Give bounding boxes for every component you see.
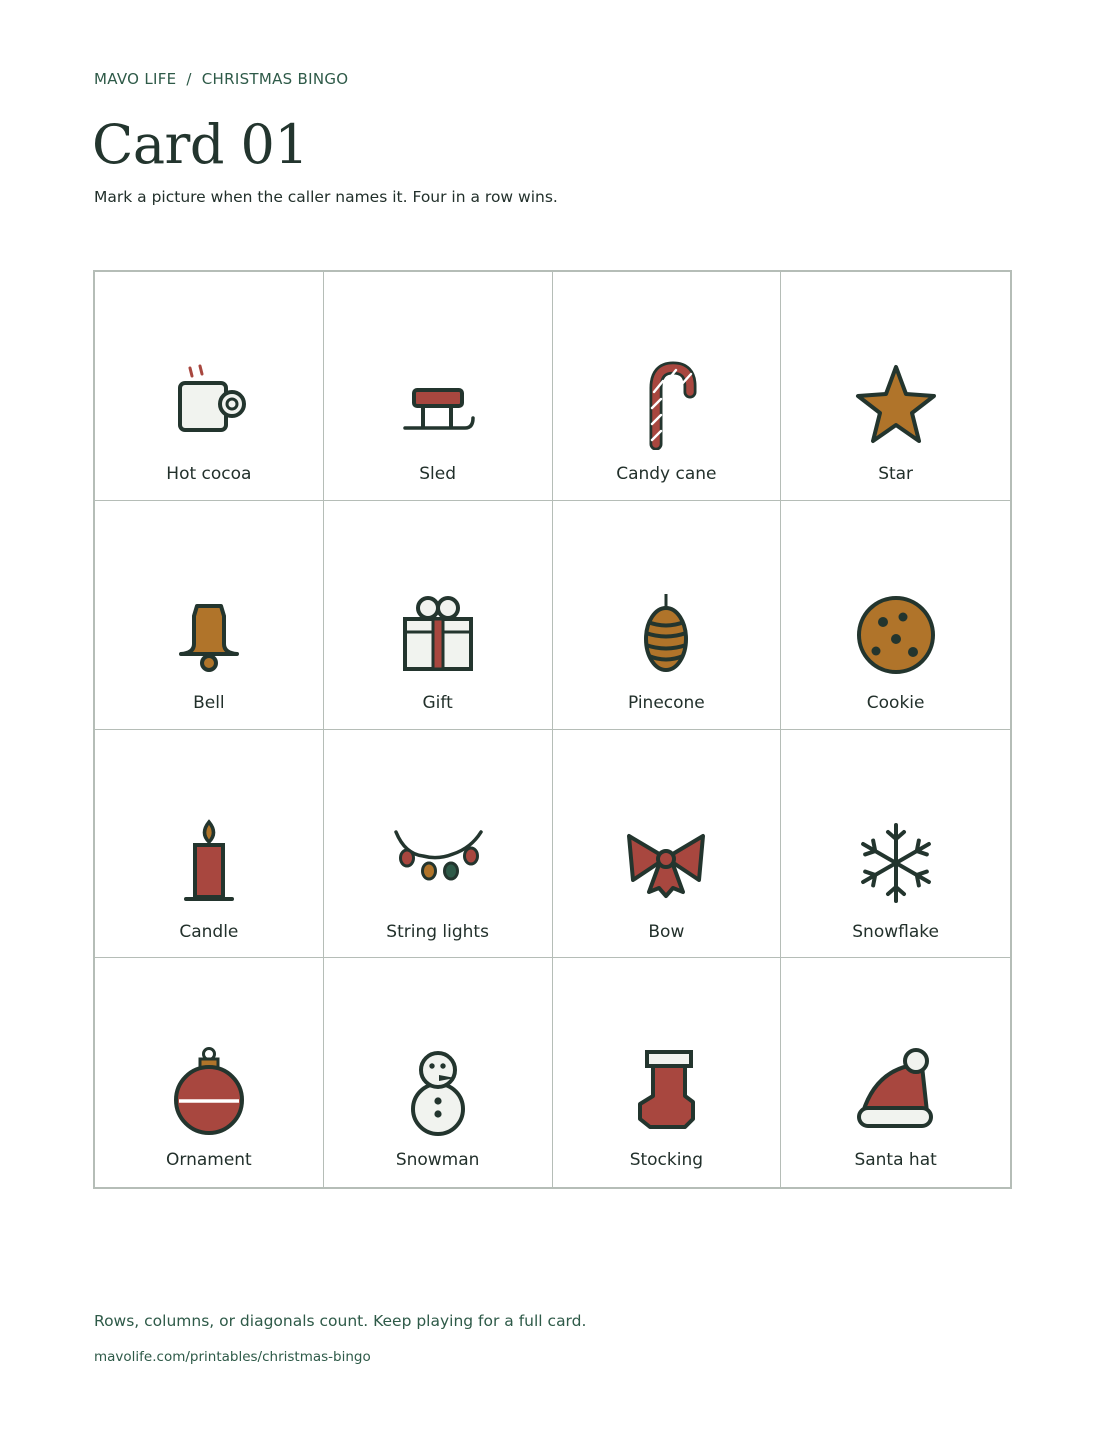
candy-cane-icon [621, 360, 711, 450]
bingo-cell-candy-cane[interactable] [553, 272, 782, 501]
string-lights-icon [393, 818, 483, 908]
bingo-cell-string-lights[interactable] [324, 730, 553, 959]
gift-icon [393, 589, 483, 679]
cell-label: Santa hat [854, 1150, 937, 1171]
cell-label: String lights [386, 921, 489, 942]
bingo-cell-candle[interactable] [95, 730, 324, 959]
bingo-cell-santa-hat[interactable] [781, 958, 1010, 1187]
santa-hat-icon [851, 1046, 941, 1136]
breadcrumb-section-link[interactable]: CHRISTMAS BINGO [201, 70, 349, 88]
bingo-cell-star[interactable] [781, 272, 1010, 501]
cell-label: Stocking [629, 1150, 704, 1171]
bingo-cell-bell[interactable] [95, 501, 324, 730]
cell-label: Cookie [866, 692, 925, 713]
cell-label: Bow [648, 921, 685, 942]
bingo-cell-sled[interactable] [324, 272, 553, 501]
cookie-icon [851, 589, 941, 679]
cell-label: Gift [422, 692, 453, 713]
cell-label: Candy cane [616, 464, 717, 484]
footer-url-link[interactable]: mavolife.com/printables/christmas-bingo [94, 1349, 371, 1365]
cell-label: Candle [179, 921, 239, 942]
breadcrumb-site-link[interactable]: MAVO LIFE [94, 70, 177, 88]
page-title: Card 01 [92, 113, 309, 176]
cell-label: Hot cocoa [166, 464, 252, 484]
footer-note: Rows, columns, or diagonals count. Keep playing for a full card. [94, 1312, 587, 1330]
bow-icon [621, 818, 711, 908]
cell-label: Snowman [395, 1150, 480, 1171]
bingo-cell-snowman[interactable] [324, 958, 553, 1187]
snowman-icon [393, 1046, 483, 1136]
cell-label: Sled [419, 464, 456, 484]
ornament-icon [164, 1046, 254, 1136]
breadcrumb-separator: / [186, 70, 192, 88]
page-subtitle: Mark a picture when the caller names it. Four in a row wins. [94, 188, 558, 206]
bingo-cell-ornament[interactable] [95, 958, 324, 1187]
bingo-card-grid [93, 270, 1012, 1189]
bingo-cell-pinecone[interactable] [553, 501, 782, 730]
cell-label: Star [878, 464, 914, 484]
bingo-cell-snowflake[interactable] [781, 730, 1010, 959]
bingo-cell-hot-cocoa[interactable] [95, 272, 324, 501]
stocking-icon [621, 1046, 711, 1136]
snowflake-icon [851, 818, 941, 908]
breadcrumb [94, 70, 348, 88]
sled-icon [393, 360, 483, 450]
bingo-cell-bow[interactable] [553, 730, 782, 959]
cell-label: Snowflake [852, 921, 939, 942]
star-icon [851, 360, 941, 450]
bingo-cell-stocking[interactable] [553, 958, 782, 1187]
pinecone-icon [621, 589, 711, 679]
bingo-cell-gift[interactable] [324, 501, 553, 730]
cell-label: Bell [193, 692, 225, 713]
bingo-cell-cookie[interactable] [781, 501, 1010, 730]
bell-icon [164, 589, 254, 679]
cell-label: Pinecone [627, 692, 705, 713]
candle-icon [164, 818, 254, 908]
hot-cocoa-icon [164, 360, 254, 450]
cell-label: Ornament [166, 1150, 252, 1171]
